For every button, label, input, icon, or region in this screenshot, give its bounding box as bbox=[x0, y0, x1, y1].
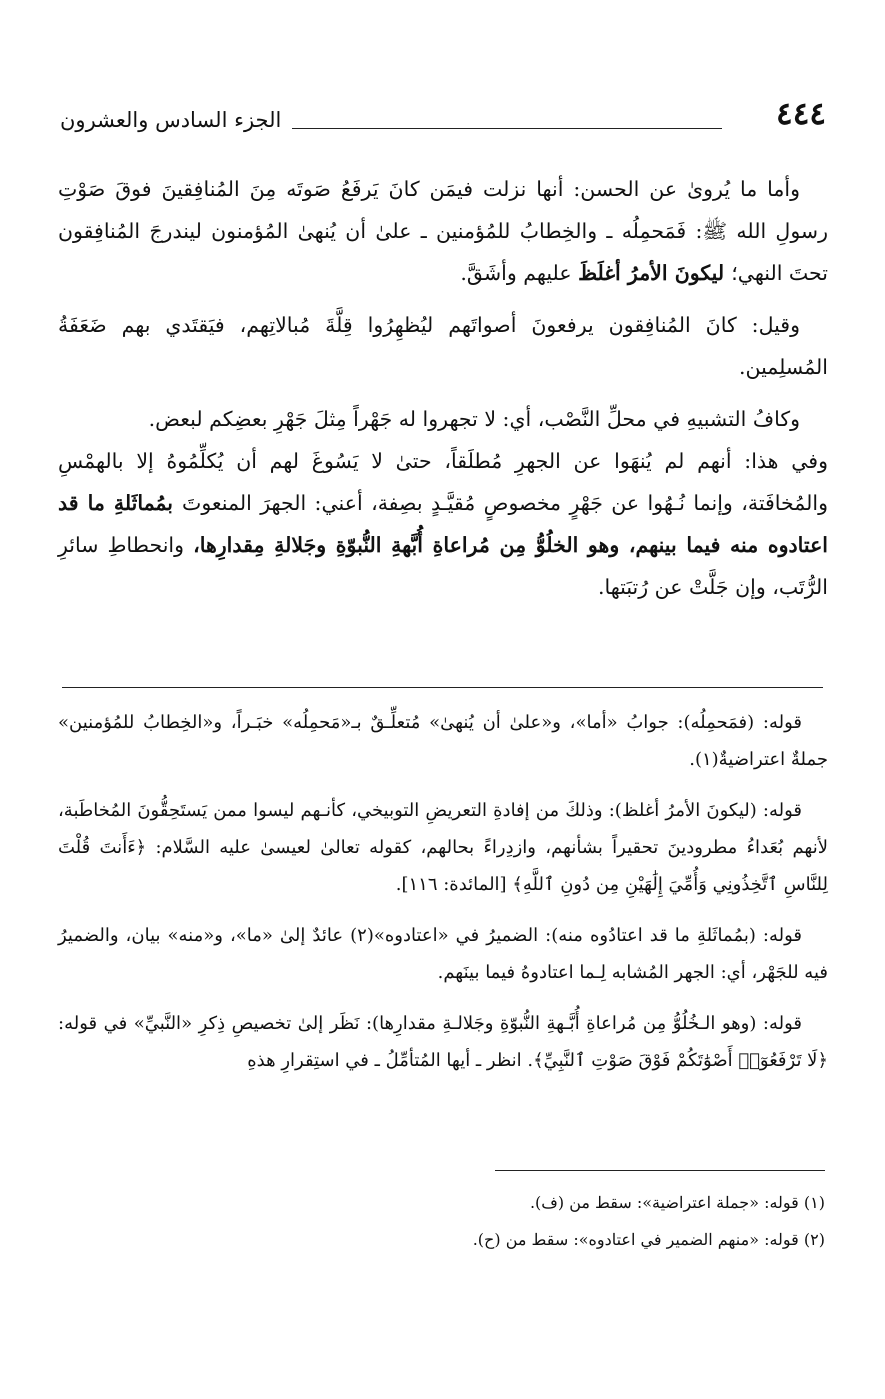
bold-text-run: ليكونَ الأمرُ أغلَظَ bbox=[578, 261, 732, 285]
commentary-paragraph: قوله: (بمُماثَلةِ ما قد اعتادُوه منه): الضميرُ في «اعتادوه»(٢) عائدٌ إلىٰ «ما»، و«منه» بيان، والضميرُ فيه للجَهْر، أي: الجهر المُشابه لِـما اعتادوهُ فيما بينَهم. bbox=[58, 925, 828, 983]
running-title: الجزء السادس والعشرون bbox=[60, 108, 282, 132]
text-run: وكافُ التشبيهِ في محلِّ النَّصْب، أي: لا تجهروا له جَهْراً مِثلَ جَهْرِ بعضِكم لبعض. bbox=[148, 407, 800, 431]
text-run: وفي هذا: أنهم لم يُنهَوا عن الجهرِ مُطلَقاً، حتىٰ لا يَسُوغَ لهم أن يُكلِّمُوهُ إلا بالهمْسِ والمُخافَتة، وإنما نُـهُوا عن جَهْرٍ مخصوصٍ مُقيَّـدٍ بصِفة، أعني: الجهرَ المنعوتَ bbox=[58, 449, 828, 515]
commentary-paragraph: قوله: (وهو الـخُلُوُّ مِن مُراعاةِ أُبَّـهةِ النُّبوّةِ وجَلالـةِ مقدارِها): نَظَر إلىٰ تخصيصِ ذِكرِ «النَّبيِّ» في قوله: ﴿لَا تَرْفَعُوٓا۟ أَصْوَٰتَكُمْ فَوْقَ صَوْتِ ٱلنَّبِيِّ﴾. انظر ـ أيها المُتأمِّلُ ـ في استِقرارِ هذهِ bbox=[58, 1013, 828, 1071]
text-run: عليهم وأشَقَّ. bbox=[460, 261, 579, 285]
page-header bbox=[60, 92, 826, 148]
paragraph bbox=[58, 398, 828, 608]
footnote: (٢) قوله: «منهم الضمير في اعتادوه»: سقط من (ح). bbox=[472, 1230, 825, 1249]
section-divider bbox=[62, 687, 823, 688]
main-text bbox=[58, 168, 828, 608]
footnote: (١) قوله: «جملة اعتراضية»: سقط من (ف). bbox=[529, 1193, 825, 1212]
footnotes bbox=[65, 1184, 825, 1258]
header-rule bbox=[292, 128, 722, 129]
page-number: ٤٤٤ bbox=[776, 96, 826, 132]
commentary-paragraph: قوله: (ليكونَ الأمرُ أغلظ): وذلكَ من إفادةِ التعريضِ التوبيخي، كأنـهم ليسوا ممن يَستَحِقُّونَ المُخاطَبة، لأنهم بُعَداءُ مطرودينَ تحقيراً بشأنهم، وازدِراءً بحالهم، كقوله تعالىٰ لعيسىٰ عليه السَّلام: ﴿ءَأَنتَ قُلْتَ لِلنَّاسِ ٱتَّخِذُونِي وَأُمِّيَ إِلَٰهَيْنِ مِن دُونِ ٱللَّهِ﴾ [المائدة: ١١٦]. bbox=[58, 800, 828, 895]
commentary bbox=[58, 704, 828, 1079]
paragraph: وقيل: كانَ المُنافِقون يرفعونَ أصواتَهم ليُظهِرُوا قِلَّةَ مُبالاتِهم، فيَقتَدي بهم ضَعَفَةُ المُسلِمين. bbox=[58, 313, 828, 379]
commentary-paragraph: قوله: (فمَحمِلُه): جوابُ «أما»، و«علىٰ أن يُنهىٰ» مُتعلِّـقٌ بـ«مَحمِلُه» خبَـراً، و«الخِطابُ للمُؤمنين» جملةٌ اعتراضيةٌ(١). bbox=[58, 712, 828, 770]
paragraph bbox=[58, 168, 828, 294]
bold-text-run: بمُماثَلةِ ما قد اعتادوه منه فيما بينهم، وهو الخلُوُّ مِن مُراعاةِ أُبَّهةِ النُّبوّةِ وجَلالةِ مِقدارِها، bbox=[58, 491, 829, 557]
footnote-divider bbox=[495, 1170, 825, 1171]
text-run: وانحطاطِ سائرِ الرُّتَب، وإن جَلَّتْ عن رُتبَتها. bbox=[58, 533, 828, 599]
text-run: وأما ما يُروىٰ عن الحسن: أنها نزلت فيمَن كانَ يَرفَعُ صَوتَه مِنَ المُنافِقينَ فوقَ صَوْتِ رسولِ الله ﷺ: فَمَحمِلُه ـ والخِطابُ للمُؤمنين ـ علىٰ أن يُنهىٰ المُؤمنون ليندرجَ المُنافِقون تحتَ النهي؛ bbox=[58, 177, 828, 285]
